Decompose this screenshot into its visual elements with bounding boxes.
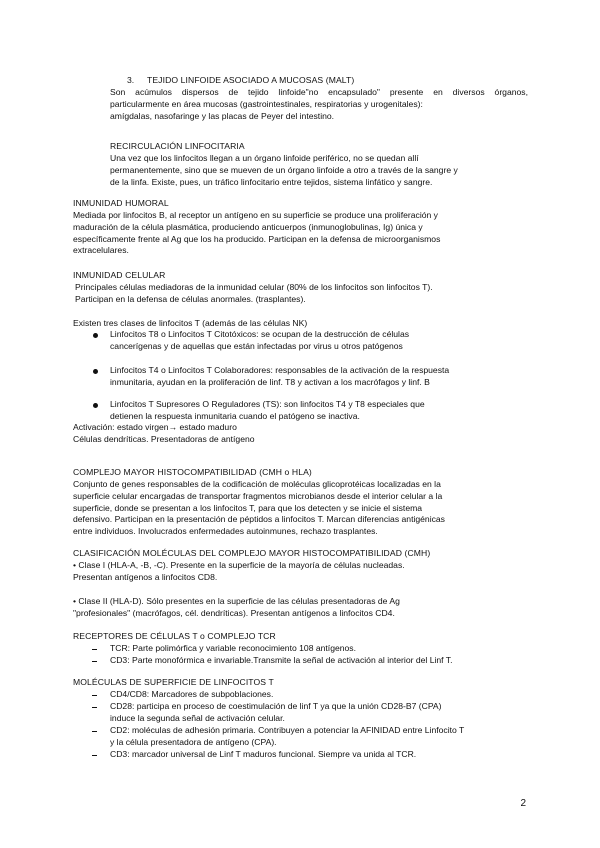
- dendriticas-text: Células dendríticas. Presentadoras de antígeno: [73, 434, 255, 444]
- text-line: inmunitaria, ayudan en la proliferación de linf. T8 y activan a los macrófagos y linf. B: [110, 376, 430, 387]
- text-line: Principales células mediadoras de la inmunidad celular (80% de los linfocitos son linfocitos T).: [75, 282, 433, 292]
- clase-item: [110, 365, 530, 389]
- celular-paragraph: [75, 282, 535, 306]
- dash-bullet-icon: [92, 731, 97, 732]
- dash-bullet-icon: [92, 661, 97, 662]
- text-line: entre individuos. Involucrados enfermedades autoinmunes, rechazo trasplantes.: [73, 526, 378, 537]
- recirculacion-title: RECIRCULACIÓN LINFOCITARIA: [110, 141, 245, 151]
- dash-bullet-icon: [92, 707, 97, 708]
- text-line: particularmente en área mucosas (gastrointestinales, respiratorias y urogenitales):: [110, 98, 423, 109]
- bullet-dot-icon: [93, 369, 98, 374]
- clasificacion-title: CLASIFICACIÓN MOLÉCULAS DEL COMPLEJO MAYOR HISTOCOMPATIBILIDAD (CMH): [73, 548, 431, 558]
- text-line: Presentan antígenos a linfocitos CD8.: [73, 571, 218, 582]
- text-line: maduración de la célula plasmática, produciendo anticuerpos (inmunoglobulinas, Ig) única y: [73, 221, 423, 232]
- text-line: Conjunto de genes responsables de la codificación de moléculas glicoprotéicas localizadas en la: [73, 479, 441, 489]
- text-line: Participan en la defensa de células anormales. (trasplantes).: [75, 293, 306, 304]
- celular-title: INMUNIDAD CELULAR: [73, 270, 166, 280]
- malt-number: 3.: [127, 75, 135, 85]
- clase1-paragraph: [73, 560, 533, 584]
- text-line: superficie, donde se presentan a los linfocitos T, para que los detecten y se inicie el sistema: [73, 502, 423, 513]
- malt-paragraph: [110, 87, 528, 122]
- molecula-item: [110, 701, 530, 725]
- molecula-item: CD4/CD8: Marcadores de subpoblaciones.: [110, 689, 274, 699]
- text-line: Una vez que los linfocitos llegan a un órgano linfoide periférico, no se quedan allí: [110, 153, 419, 163]
- text-line: Mediada por linfocitos B, al receptor un antígeno en su superficie se produce una proliferación y: [73, 210, 438, 220]
- text-line: de la linfa. Existe, pues, un tráfico linfocitario entre tejidos, sistema linfático y sangre.: [110, 176, 433, 187]
- text-line: detienen la respuesta inmunitaria cuando el patógeno se inactiva.: [110, 410, 360, 421]
- bullet-dot-icon: [93, 403, 98, 408]
- activacion-text: Activación: estado virgen→ estado maduro: [73, 422, 237, 432]
- text-line: y la célula presentadora de antígeno (CPA).: [110, 736, 277, 747]
- clase-item: [110, 329, 530, 353]
- humoral-paragraph: [73, 210, 533, 257]
- text-line: específicamente frente al Ag que los ha producido. Participan en la defensa de microorganismos: [73, 233, 441, 244]
- text-line: "profesionales" (macrófagos, cél. dendríticas). Presentan antígenos a linfocitos CD4.: [73, 607, 395, 618]
- tcr-item: TCR: Parte polimórfica y variable reconocimiento 108 antígenos.: [110, 643, 356, 653]
- tcr-title: RECEPTORES DE CÉLULAS T o COMPLEJO TCR: [73, 631, 276, 641]
- cmh-title: COMPLEJO MAYOR HISTOCOMPATIBILIDAD (CMH o HLA): [73, 467, 312, 477]
- text-line: amígdalas, nasofaringe y las placas de Peyer del intestino.: [110, 110, 335, 121]
- text-line: Linfocitos T8 o Linfocitos T Citotóxicos: se ocupan de la destrucción de células: [110, 329, 410, 339]
- cmh-paragraph: [73, 479, 533, 538]
- text-line: CD2: moléculas de adhesión primaria. Contribuyen a potenciar la AFINIDAD entre Linfocito T: [110, 725, 465, 735]
- clase-item: [110, 399, 530, 423]
- text-line: superficie celular encargadas de transportar fragmentos microbianos desde el interior celular a la: [73, 490, 443, 501]
- malt-title: TEJIDO LINFOIDE ASOCIADO A MUCOSAS (MALT): [147, 75, 355, 85]
- text-line: CD28: participa en proceso de coestimulación de linf T ya que la unión CD28-B7 (CPA): [110, 701, 442, 711]
- text-line: cancerígenas y de aquellas que están infectadas por virus u otros patógenos: [110, 340, 403, 351]
- text-line: Linfocitos T4 o Linfocitos T Colaboradores: responsables de la activación de la respuesta: [110, 365, 450, 375]
- dash-bullet-icon: [92, 755, 97, 756]
- text-line: induce la segunda señal de activación celular.: [110, 712, 285, 723]
- text-line: defensivo. Participan en la presentación de péptidos a linfocitos T. Marcan diferencias antigénicas: [73, 514, 445, 525]
- text-line: permanentemente, sino que se mueven de un órgano linfoide a otro a través de la sangre y: [110, 164, 458, 175]
- text-line: Linfocitos T Supresores O Reguladores (TS): son linfocitos T4 y T8 especiales que: [110, 399, 425, 409]
- malt-heading: [127, 75, 527, 87]
- molecula-item: CD3: marcador universal de Linf T maduros funcional. Siempre va unida al TCR.: [110, 749, 417, 759]
- text-line: • Clase I (HLA-A, -B, -C). Presente en la superficie de la mayoría de células nucleadas.: [73, 560, 405, 570]
- moleculas-title: MOLÉCULAS DE SUPERFICIE DE LINFOCITOS T: [73, 677, 274, 687]
- bullet-dot-icon: [93, 333, 98, 338]
- recirculacion-paragraph: [110, 153, 530, 188]
- tcr-item: CD3: Parte monofórmica e invariable.Transmite la señal de activación al interior del Linf T.: [110, 655, 453, 665]
- dash-bullet-icon: [92, 649, 97, 650]
- dash-bullet-icon: [92, 695, 97, 696]
- humoral-title: INMUNIDAD HUMORAL: [73, 198, 169, 208]
- text-line: Son acúmulos dispersos de tejido linfoide"no encapsulado" presente en diversos órganos,: [110, 87, 528, 97]
- molecula-item: [110, 725, 530, 749]
- text-line: • Clase II (HLA-D). Sólo presentes en la superficie de las células presentadoras de Ag: [73, 596, 400, 606]
- page-number: 2: [520, 798, 526, 809]
- clase2-paragraph: [73, 596, 533, 620]
- text-line: extracelulares.: [73, 245, 129, 256]
- clases-intro: Existen tres clases de linfocitos T (además de las células NK): [73, 318, 308, 328]
